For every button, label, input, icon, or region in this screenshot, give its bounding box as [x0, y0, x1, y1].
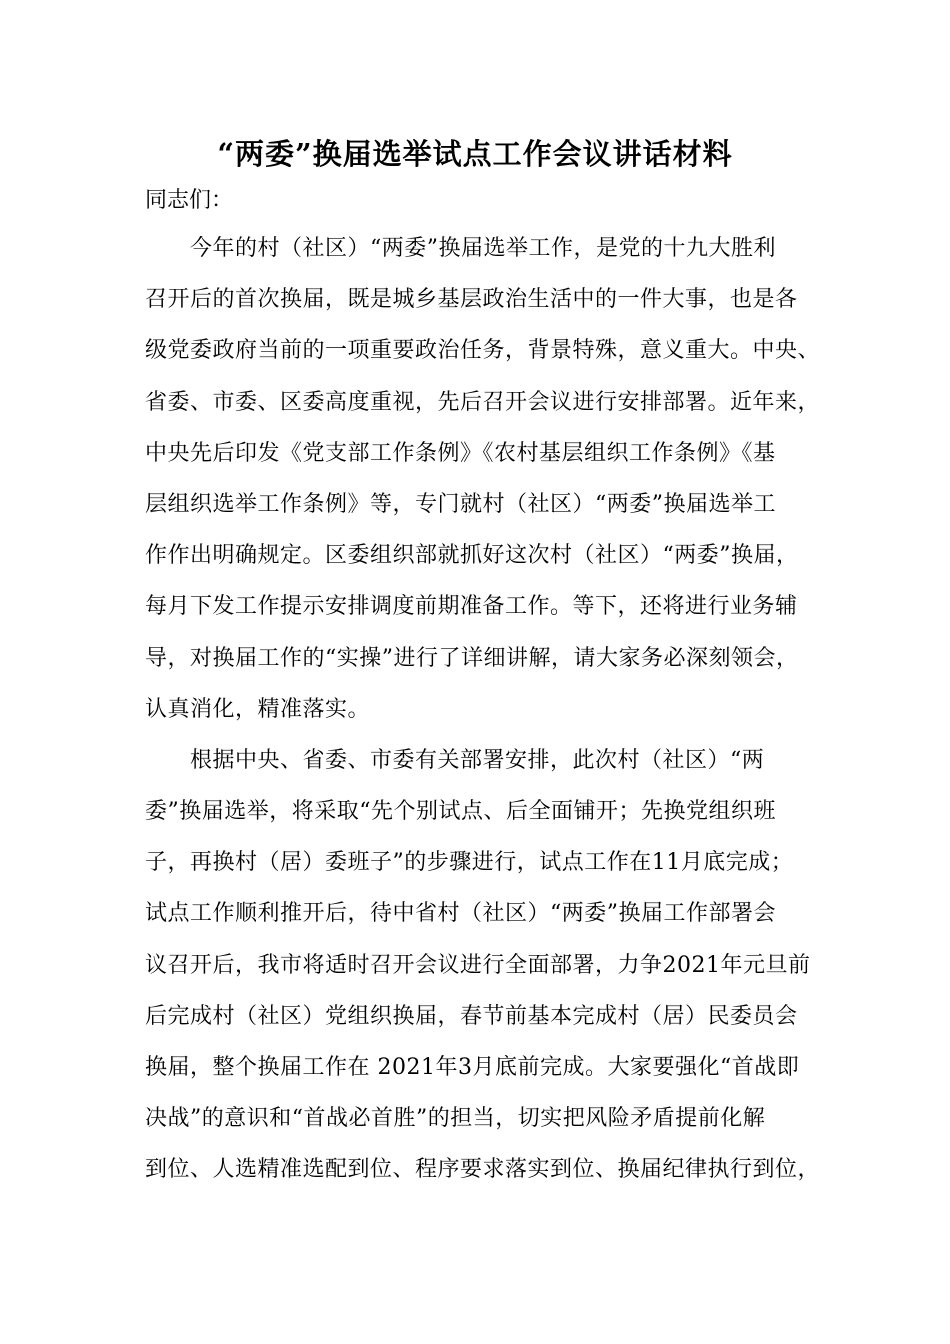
paragraph-2-line-1: 根据中央、省委、市委有关部署安排，此次村（社区）“两 — [190, 747, 765, 773]
paragraph-2-line-2: 委”换届选举，将采取“先个别试点、后全面铺开；先换党组织班 — [145, 799, 776, 825]
paragraph-1-line-6: 层组织选举工作条例》等，专门就村（社区）“两委”换届选举工 — [145, 491, 776, 517]
paragraph-1-line-8: 每月下发工作提示安排调度前期准备工作。等下，还将进行业务辅 — [145, 594, 798, 620]
paragraph-1-line-1: 今年的村（社区）“两委”换届选举工作，是党的十九大胜利 — [190, 236, 776, 261]
document-body — [145, 230, 821, 1203]
paragraph-1-line-3: 级党委政府当前的一项重要政治任务，背景特殊，意义重大。中央、 — [145, 338, 821, 364]
paragraph-2-line-8: 决战”的意识和“首战必首胜”的担当，切实把风险矛盾提前化解 — [145, 1106, 766, 1132]
paragraph-1-line-9: 导，对换届工作的“实操”进行了详细讲解，请大家务必深刻领会， — [145, 645, 799, 671]
document-title: “两委”换届选举试点工作会议讲话材料 — [217, 137, 733, 171]
paragraph-2-line-5: 议召开后，我市将适时召开会议进行全面部署，力争2021年元旦前 — [145, 952, 811, 978]
paragraph-1-line-5: 中央先后印发《党支部工作条例》《农村基层组织工作条例》《基 — [145, 440, 776, 466]
paragraph-2-line-3: 子，再换村（居）委班子”的步骤进行，试点工作在11月底完成； — [145, 850, 794, 876]
paragraph-2-line-7: 换届，整个换届工作在 2021年3月底前完成。大家要强化“首战即 — [145, 1055, 800, 1080]
paragraph-1-line-2: 召开后的首次换届，既是城乡基层政治生活中的一件大事，也是各 — [145, 287, 798, 313]
salutation: 同志们： — [145, 188, 234, 213]
paragraph-1-line-4: 省委、市委、区委高度重视，先后召开会议进行安排部署。近年来， — [145, 389, 821, 415]
paragraph-2-line-9: 到位、人选精准选配到位、程序要求落实到位、换届纪律执行到位， — [145, 1157, 821, 1183]
paragraph-1-line-10: 认真消化，精准落实。 — [145, 696, 371, 722]
paragraph-1-line-7: 作作出明确规定。区委组织部就抓好这次村（社区）“两委”换届， — [145, 543, 799, 569]
paragraph-2-line-6: 后完成村（社区）党组织换届，春节前基本完成村（居）民委员会 — [145, 1003, 798, 1029]
paragraph-2-line-4: 试点工作顺利推开后，待中省村（社区）“两委”换届工作部署会 — [145, 901, 776, 927]
